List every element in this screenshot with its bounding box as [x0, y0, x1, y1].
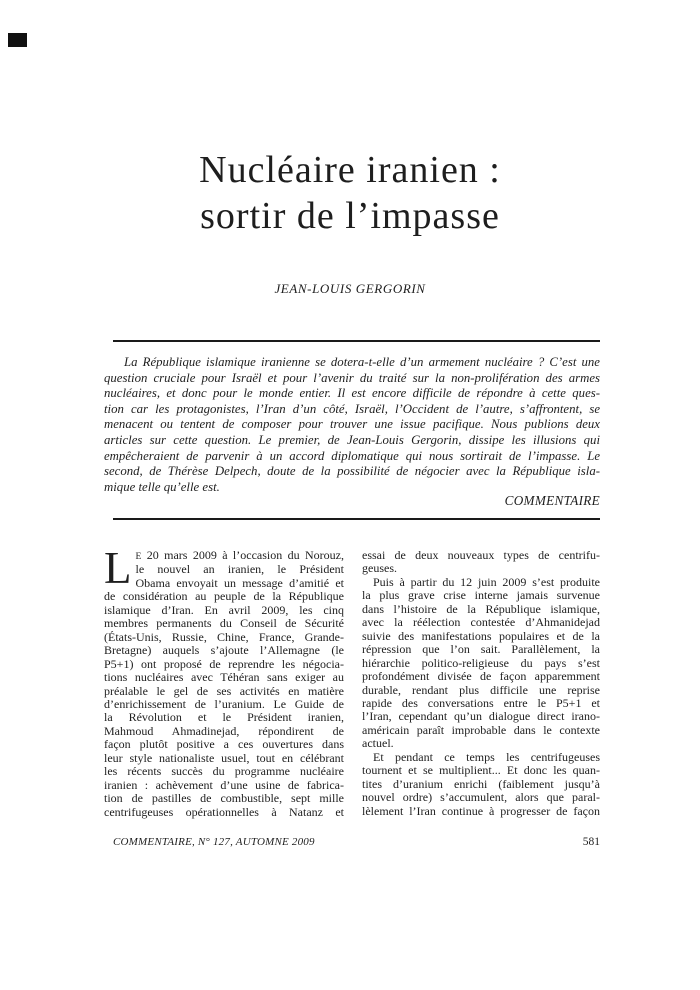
- body-column-right-text: essai de deux nouveaux types de centrifu- geuses. Puis à partir du 12 juin 2009 s’est produite la plus grave crise interne jamais survenue dans l’histoire de la République islamique, avec la réélection contestée d’Ahmanidejad suivie des manifestations populaires et de la répression que l’on sait. Parallèlement, la hiérarchie politico-religieuse du pays s’est profondément divisée de façon apparemment durable, rendant plus difficile une reprise rapide des conversations entre le P5+1 et l’Iran, cependant qu’un dialogue direct irano- américain paraît improbable dans le contexte actuel. Et pendant ce temps les centrifugeuses tournent et se multiplient... Et donc les quan- tites d’uranium enrichi (faiblement jusqu’à nouvel ordre) s’accumulent, alors que paral- lèlement l’Iran continue à progresser de façon: [362, 548, 600, 818]
- article-title-line2: sortir de l’impasse: [200, 195, 500, 237]
- dropcap-letter: L: [104, 543, 132, 593]
- scan-corner-mark: [8, 33, 27, 47]
- separator-rule-top: [113, 340, 600, 342]
- article-title: [0, 147, 700, 239]
- footer-page-number: 581: [582, 836, 600, 848]
- author-name: JEAN-LOUIS GERGORIN: [274, 281, 426, 296]
- article-body: [104, 543, 600, 819]
- body-column-right: [362, 549, 600, 819]
- footer-journal-info: COMMENTAIRE, N° 127, AUTOMNE 2009: [113, 836, 315, 848]
- separator-rule-bottom: [113, 518, 600, 520]
- abstract-signature: COMMENTAIRE: [504, 493, 600, 508]
- article-title-line1: Nucléaire iranien :: [199, 149, 501, 191]
- journal-footer: [104, 836, 600, 852]
- body-column-left: [104, 543, 344, 819]
- body-column-left-text: E 20 mars 2009 à l’occasion du Norouz, le nouvel an iranien, le Président Obama envoyait un message d’amitié et de considération au peuple de la République islamique d’Iran. En avril 2009, les cinq membres permanents du Conseil de Sécurité (États-Unis, Russie, Chine, France, Grande- Bretagne) auquels s’ajoute l’Allemagne (le P5+1) ont proposé de reprendre les négocia- tions nucléaires avec Téhéran sans exiger au préalable le gel de ses activités en matière d’enrichissement de l’uranium. Le Guide de la Révolution et le Président iranien, Mahmoud Ahmadinejad, répondirent de façon plutôt positive a ces ouvertures dans leur style nationaliste usuel, tout en célébrant les récents succès du programme nucléaire iranien : achèvement d’une usine de fabrica- tion de pastilles de combustible, sept mille centrifugeuses opérationnelles à Natanz et: [104, 548, 344, 819]
- abstract-text: La République islamique iranienne se dotera-t-elle d’un armement nucléaire ? C’est une question cruciale pour Israël et pour l’avenir du traité sur la non-prolifération des armes nucléaires, et donc pour le monde entier. Il est encore difficile de répondre à cette ques- tion car les protagonistes, l’Iran d’un côté, Israël, l’Occident de l’autre, s’affrontent, se menacent ou tentent de composer pour trouver une issue pacifique. Nous publions deux articles sur cette question. Le premier, de Jean-Louis Gergorin, dissipe les illusions qui empêcheraient de parvenir à un accord diplomatique qui nous sortirait de l’impasse. Le second, de Thérèse Delpech, doute de la possibilité de négocier avec la République isla- mique telle qu’elle est.: [104, 355, 600, 494]
